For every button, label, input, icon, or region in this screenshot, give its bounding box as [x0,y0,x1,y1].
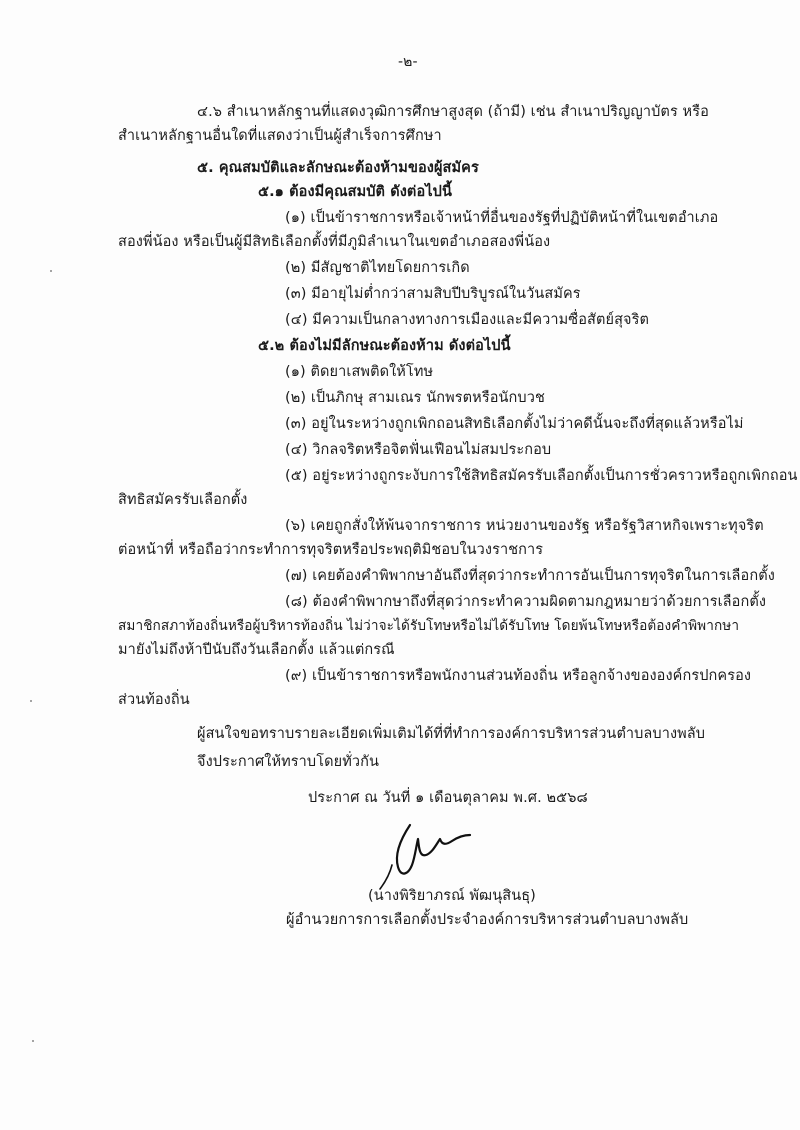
item-4-6-line-2: สำเนาหลักฐานอื่นใดที่แสดงว่าเป็นผู้สำเร็จการศึกษา [118,128,442,144]
page-number: -๒- [398,54,418,70]
item-4-6-line-1: ๔.๖ สำเนาหลักฐานที่แสดงวุฒิการศึกษาสูงสุด (ถ้ามี) เช่น สำเนาปริญญาบัตร หรือ [197,104,709,120]
handwritten-signature [372,815,482,895]
prohibition-9-line-1: (๙) เป็นข้าราชการหรือพนักงานส่วนท้องถิ่น หรือลูกจ้างขององค์กรปกครอง [285,668,752,684]
signatory-title: ผู้อำนวยการการเลือกตั้งประจำองค์การบริหารส่วนตำบลบางพลับ [286,912,689,928]
prohibition-5-line-2: สิทธิสมัครรับเลือกตั้ง [118,492,248,508]
qualification-1-line-2: สองพี่น้อง หรือเป็นผู้มีสิทธิเลือกตั้งที่มีภูมิลำเนาในเขตอำเภอสองพี่น้อง [118,234,551,250]
announcement-closing: จึงประกาศให้ทราบโดยทั่วกัน [197,754,380,770]
scan-speck [30,700,32,702]
scan-speck [50,270,52,272]
prohibition-8-line-2: สมาชิกสภาท้องถิ่นหรือผู้บริหารท้องถิ่น ไม่ว่าจะได้รับโทษหรือไม่ได้รับโทษ โดยพ้นโทษหรือต้องคำพิพากษา [118,618,740,634]
prohibition-8-line-1: (๘) ต้องคำพิพากษาถึงที่สุดว่ากระทำความผิดตามกฎหมายว่าด้วยการเลือกตั้ง [285,594,767,610]
section-5-1-heading: ๕.๑ ต้องมีคุณสมบัติ ดังต่อไปนี้ [258,184,452,200]
prohibition-9-line-2: ส่วนท้องถิ่น [118,692,190,708]
prohibition-2: (๒) เป็นภิกษุ สามเณร นักพรตหรือนักบวช [285,390,545,406]
scan-speck [32,1040,34,1042]
qualification-3: (๓) มีอายุไม่ต่ำกว่าสามสิบปีบริบูรณ์ในวันสมัคร [285,286,581,302]
prohibition-4: (๔) วิกลจริตหรือจิตฟั่นเฟือนไม่สมประกอบ [285,442,552,458]
prohibition-5-line-1: (๕) อยู่ระหว่างถูกระงับการใช้สิทธิสมัครรับเลือกตั้งเป็นการชั่วคราวหรือถูกเพิกถอน [285,468,798,484]
qualification-1-line-1: (๑) เป็นข้าราชการหรือเจ้าหน้าที่อื่นของรัฐที่ปฏิบัติหน้าที่ในเขตอำเภอ [285,210,719,226]
prohibition-3: (๓) อยู่ในระหว่างถูกเพิกถอนสิทธิเลือกตั้งไม่ว่าคดีนั้นจะถึงที่สุดแล้วหรือไม่ [285,416,744,432]
announcement-date: ประกาศ ณ วันที่ ๑ เดือนตุลาคม พ.ศ. ๒๕๖๘ [308,790,588,806]
prohibition-1: (๑) ติดยาเสพติดให้โทษ [285,364,434,380]
prohibition-6-line-2: ต่อหน้าที่ หรือถือว่ากระทำการทุจริตหรือประพฤติมิชอบในวงราชการ [118,542,544,558]
contact-info: ผู้สนใจขอทราบรายละเอียดเพิ่มเติมได้ที่ที่ทำการองค์การบริหารส่วนตำบลบางพลับ [197,726,706,742]
prohibition-6-line-1: (๖) เคยถูกสั่งให้พ้นจากราชการ หน่วยงานของรัฐ หรือรัฐวิสาหกิจเพราะทุจริต [285,518,764,534]
qualification-4: (๔) มีความเป็นกลางทางการเมืองและมีความซื่อสัตย์สุจริต [285,312,650,328]
qualification-2: (๒) มีสัญชาติไทยโดยการเกิด [285,260,470,276]
section-5-2-heading: ๕.๒ ต้องไม่มีลักษณะต้องห้าม ดังต่อไปนี้ [258,338,511,354]
prohibition-7: (๗) เคยต้องคำพิพากษาอันถึงที่สุดว่ากระทำการอันเป็นการทุจริตในการเลือกตั้ง [285,568,775,584]
section-5-heading: ๕. คุณสมบัติและลักษณะต้องห้ามของผู้สมัคร [197,160,479,176]
prohibition-8-line-3: มายังไม่ถึงห้าปีนับถึงวันเลือกตั้ง แล้วแต่กรณี [118,642,395,658]
signatory-name: (นางพิริยาภรณ์ พัฒนุสินธุ) [368,888,536,904]
